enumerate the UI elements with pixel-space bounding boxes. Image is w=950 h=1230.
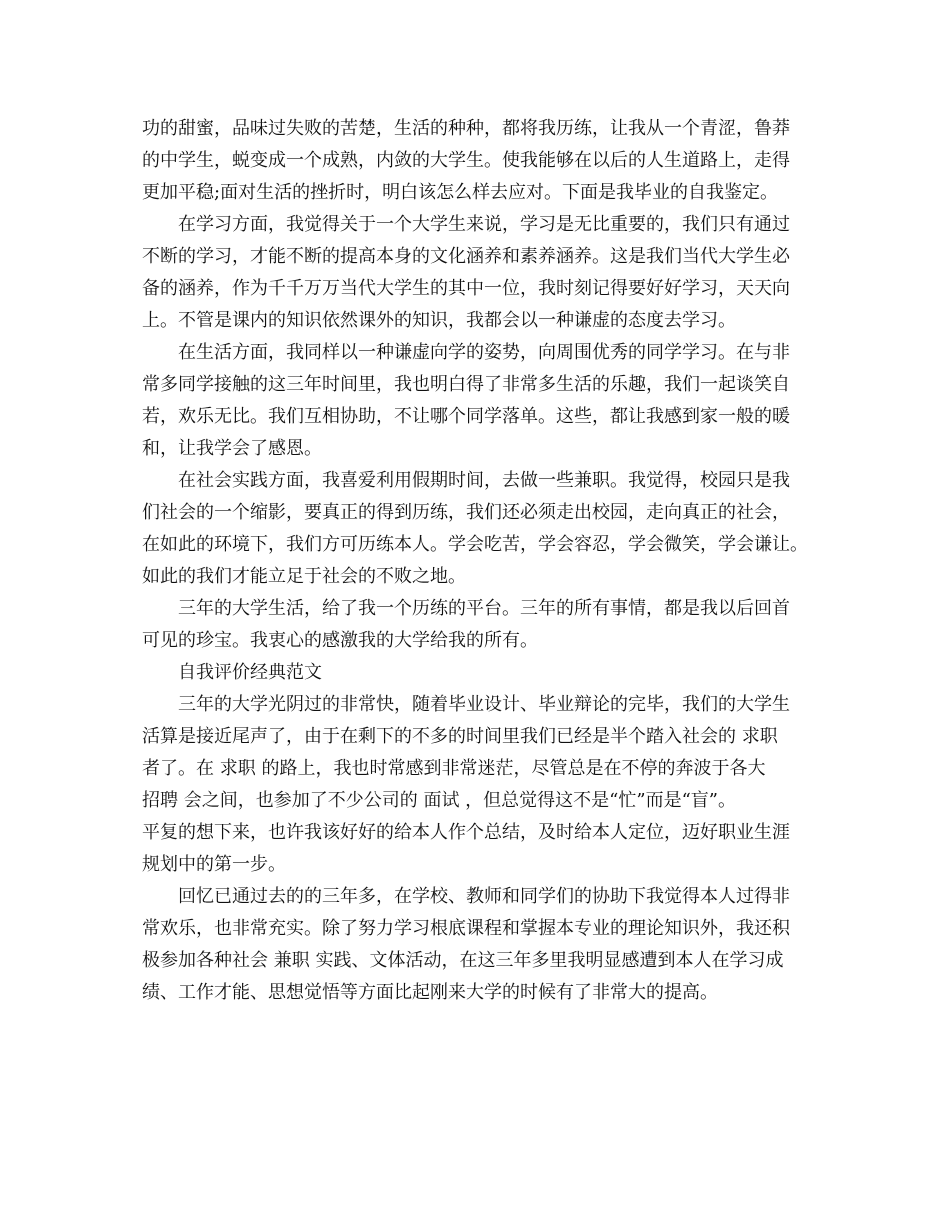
section-heading: 自我评价经典范文: [178, 662, 322, 683]
text-line: 功的甜蜜，品味过失败的苦楚，生活的种种，都将我历练，让我从一个青涩，鲁莽: [142, 118, 790, 139]
text-line: 活算是接近尾声了，由于在剩下的不多的时间里我们已经是半个踏入社会的 求职: [142, 726, 778, 747]
text-line: 招聘 会之间，也参加了不少公司的 面试 ，但总觉得这不是“忙”而是“盲”。: [142, 790, 736, 811]
text-line: 绩、工作才能、思想觉悟等方面比起刚来大学的时候有了非常大的提高。: [142, 982, 718, 1003]
text-line: 可见的珍宝。我衷心的感激我的大学给我的所有。: [142, 630, 538, 651]
text-line: 如此的我们才能立足于社会的不败之地。: [142, 566, 466, 587]
paragraph-start-line: 在学习方面，我觉得关于一个大学生来说，学习是无比重要的，我们只有通过: [178, 214, 790, 235]
text-line: 的中学生，蜕变成一个成熟，内敛的大学生。使我能够在以后的人生道路上，走得: [142, 150, 790, 171]
text-line: 不断的学习，才能不断的提高本身的文化涵养和素养涵养。这是我们当代大学生必: [142, 246, 790, 267]
text-line: 们社会的一个缩影，要真正的得到历练，我们还必须走出校园，走向真正的社会，: [142, 502, 790, 523]
paragraph-start-line: 三年的大学生活，给了我一个历练的平台。三年的所有事情，都是我以后回首: [178, 598, 790, 619]
document-body: [142, 113, 832, 1009]
text-line: 平复的想下来，也许我该好好的给本人作个总结，及时给本人定位，迈好职业生涯: [142, 822, 790, 843]
text-line: 者了。在 求职 的路上，我也时常感到非常迷茫，尽管总是在不停的奔波于各大: [142, 758, 766, 779]
text-line: 常多同学接触的这三年时间里，我也明白得了非常多生活的乐趣，我们一起谈笑自: [142, 374, 790, 395]
paragraph-start-line: 三年的大学光阴过的非常快，随着毕业设计、毕业辩论的完毕，我们的大学生: [178, 694, 790, 715]
text-line: 规划中的第一步。: [142, 854, 286, 875]
text-line: 常欢乐，也非常充实。除了努力学习根底课程和掌握本专业的理论知识外，我还积: [142, 918, 790, 939]
text-line: 若，欢乐无比。我们互相协助，不让哪个同学落单。这些，都让我感到家一般的暖: [142, 406, 790, 427]
text-line: 极参加各种社会 兼职 实践、文体活动，在这三年多里我明显感遭到本人在学习成: [142, 950, 784, 971]
text-line: 更加平稳;面对生活的挫折时，明白该怎么样去应对。下面是我毕业的自我鉴定。: [142, 182, 779, 203]
text-line: 备的涵养，作为千千万万当代大学生的其中一位，我时刻记得要好好学习，天天向: [142, 278, 790, 299]
text-line: 上。不管是课内的知识依然课外的知识，我都会以一种谦虚的态度去学习。: [142, 310, 736, 331]
text-line: 和，让我学会了感恩。: [142, 438, 322, 459]
paragraph-start-line: 回忆已通过去的的三年多，在学校、教师和同学们的协助下我觉得本人过得非: [178, 886, 790, 907]
text-line: 在如此的环境下，我们方可历练本人。学会吃苦，学会容忍，学会微笑，学会谦让。: [142, 534, 808, 555]
paragraph-start-line: 在生活方面，我同样以一种谦虚向学的姿势，向周围优秀的同学学习。在与非: [178, 342, 790, 363]
paragraph-start-line: 在社会实践方面，我喜爱利用假期时间，去做一些兼职。我觉得，校园只是我: [178, 470, 790, 491]
